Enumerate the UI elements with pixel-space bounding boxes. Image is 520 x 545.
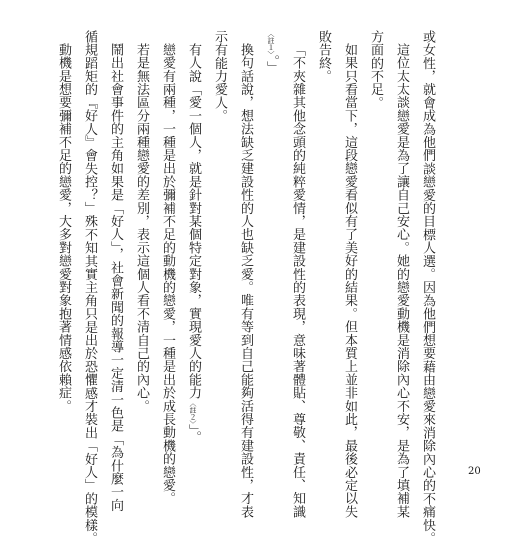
text-column	[154, 30, 180, 505]
text-column	[50, 30, 76, 450]
text-column	[232, 30, 258, 519]
text-column	[284, 30, 310, 519]
text-column	[128, 30, 154, 450]
column-text: 鬧出社會事件的主角如果是「好人」，社會新聞的報導一定清一色是「為什麼一向	[108, 43, 123, 512]
text-column	[388, 30, 414, 519]
text-column	[76, 30, 102, 545]
column-text: 示有能力愛人。	[212, 30, 227, 123]
column-text: 這位太太談戀愛是為了讓自己安心。她的戀愛動機是消除內心不安，是為了填補某	[394, 43, 409, 519]
column-text: 若是無法區分兩種戀愛的差別，表示這個人看不清自己的內心。	[134, 43, 149, 413]
column-text: 戀愛有兩種，一種是出於彌補不足的動機的戀愛，一種是出於成長動機的戀愛。	[160, 43, 175, 505]
column-text: 循規蹈矩的『好人』會失控？」殊不知其實主角只是出於恐懼感才裝出「好人」的模樣。	[82, 30, 97, 545]
column-text: 有人說「愛一個人，就是針對某個特定對象，實現愛人的能力	[186, 43, 201, 400]
footnote-marker: 〈註１〉	[267, 30, 275, 55]
footnote-marker: 〈註２〉	[189, 399, 197, 424]
column-text: 或女性，就會成為他們談戀愛的目標人選。因為他們想要藉由戀愛來消除內心的不痛快。	[420, 30, 435, 545]
column-text-tail: 」。	[186, 423, 201, 444]
text-column	[336, 30, 362, 519]
vertical-text-body	[50, 30, 440, 545]
text-column	[310, 30, 336, 450]
text-column	[102, 30, 128, 512]
text-column	[206, 30, 232, 450]
text-column	[180, 30, 206, 450]
text-column	[258, 30, 284, 450]
column-text: 方面的不足。	[368, 30, 383, 110]
column-text: 「不夾雜其他念頭的純粹愛情，是建設性的表現，意味著體貼、尊敬、責任、知識	[290, 43, 305, 519]
column-text: 換句話說，想法缺乏建設性的人也缺乏愛。唯有等到自己能夠活得有建設性，才表	[238, 43, 253, 519]
column-text: 敗告終。	[316, 30, 331, 83]
column-text: 如果只看當下，這段戀愛看似有了美好的結果。但本質上並非如此，最後必定以失	[342, 43, 357, 519]
column-text-tail: 。」	[264, 54, 279, 75]
text-column	[362, 30, 388, 450]
column-text: 動機是想要彌補不足的戀愛，大多對戀愛對象抱著情感依賴症。	[56, 43, 71, 413]
page-number: 20	[468, 466, 481, 477]
text-column	[414, 30, 440, 545]
